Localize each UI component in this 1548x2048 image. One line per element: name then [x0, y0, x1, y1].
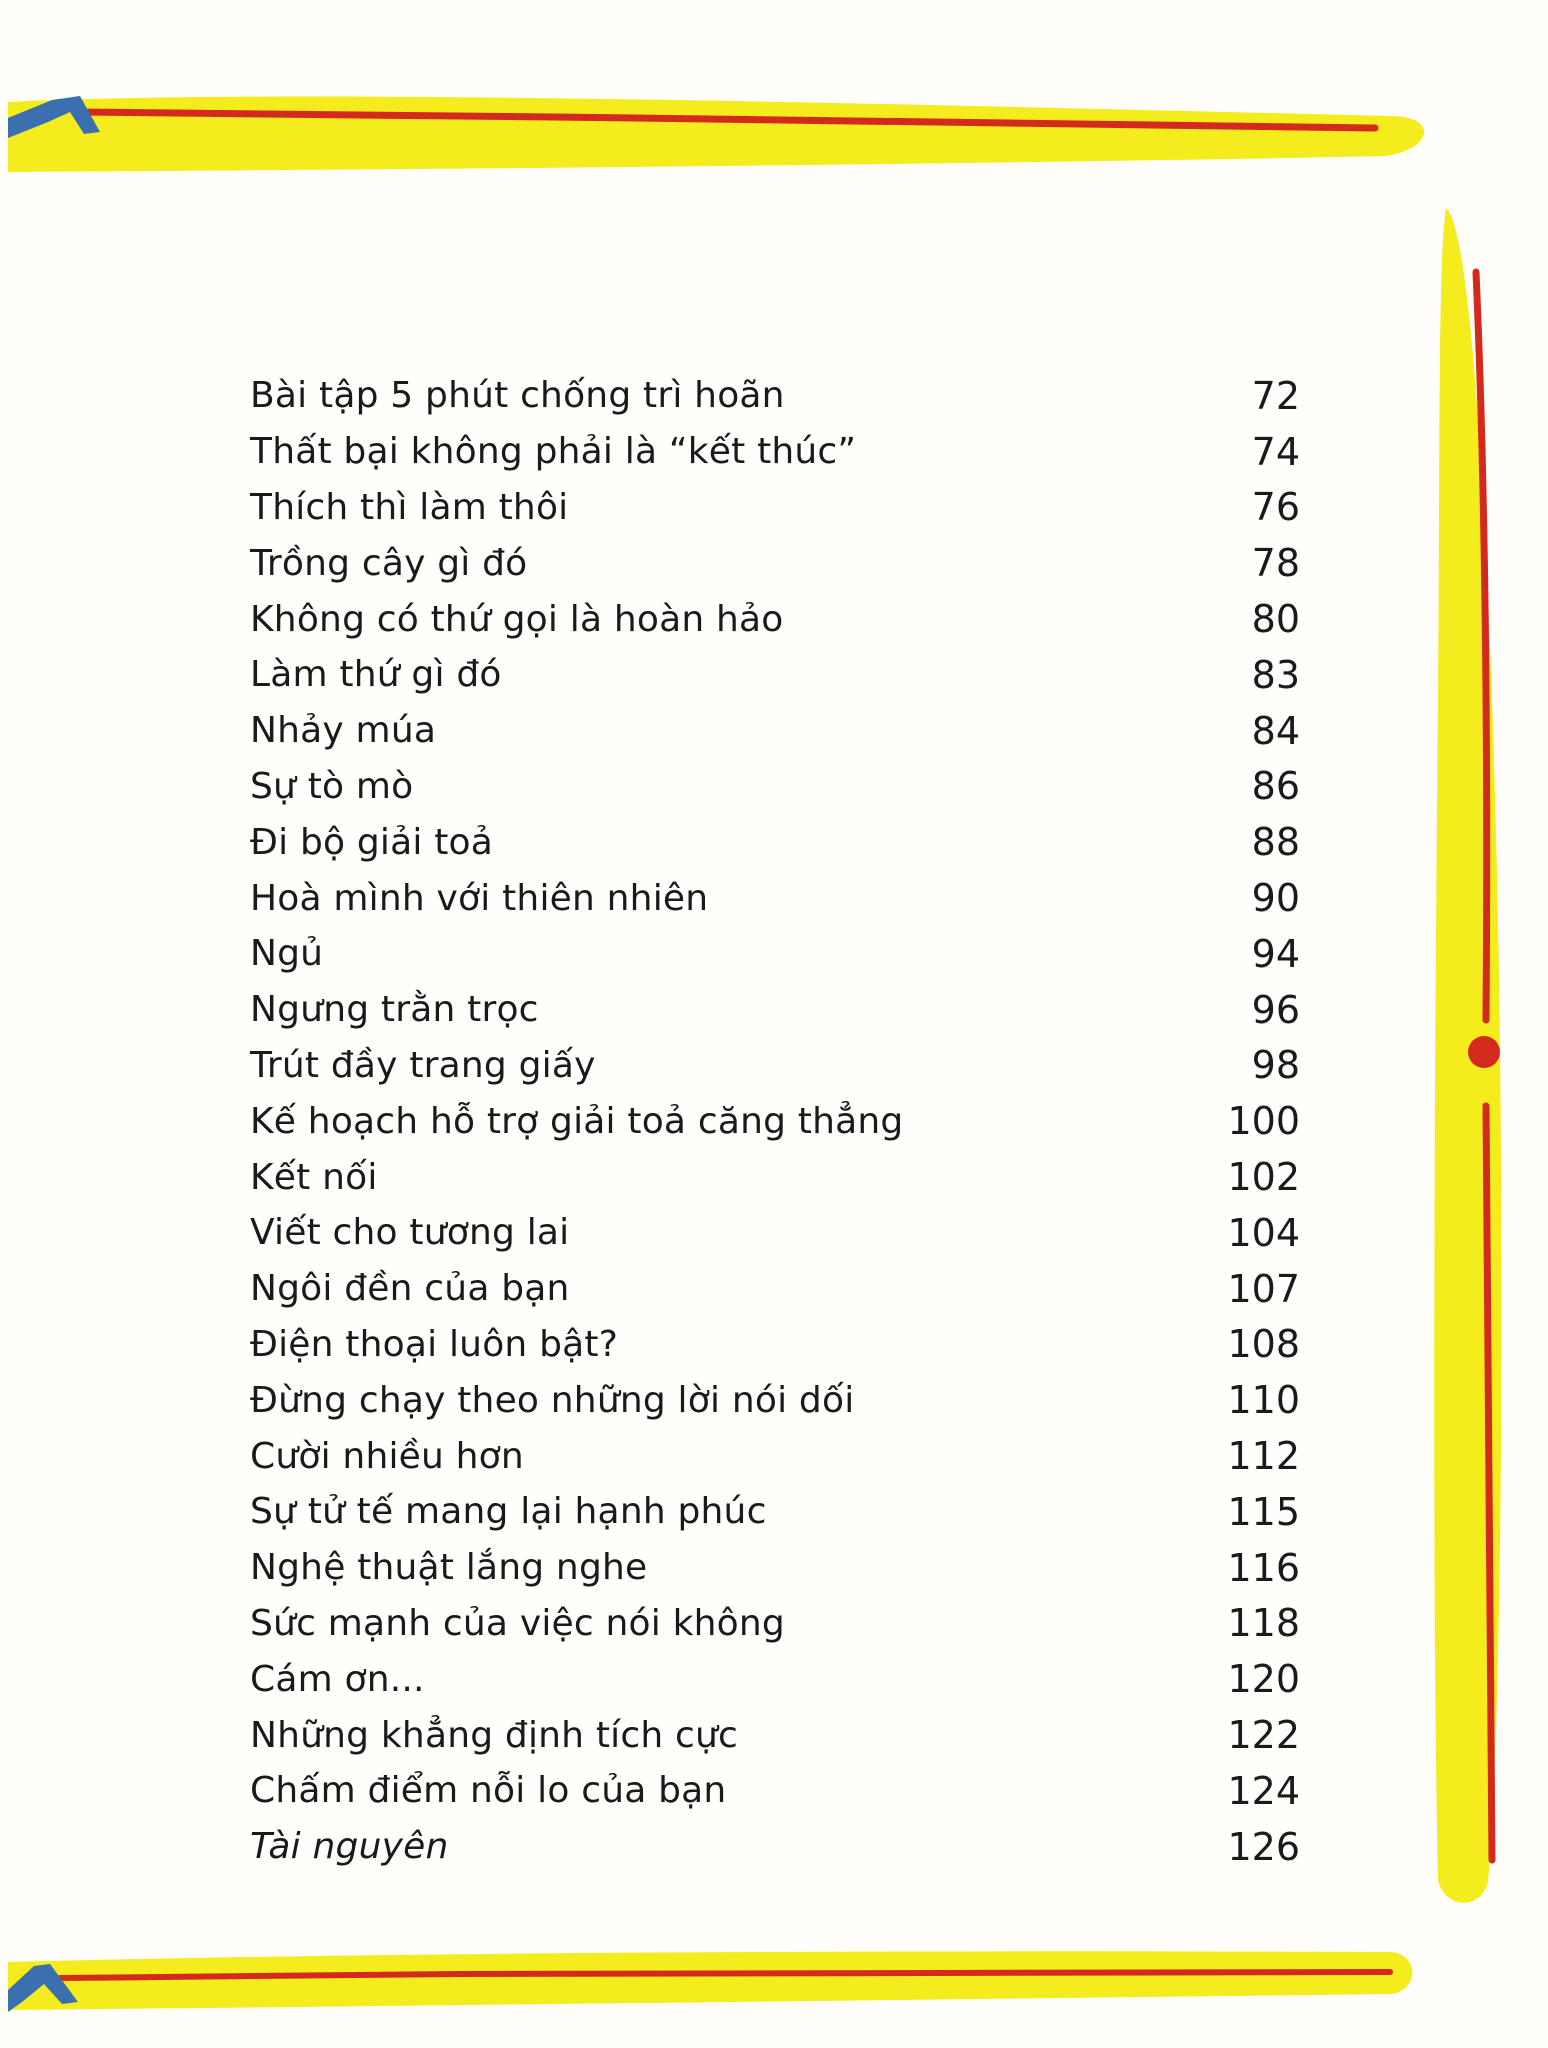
toc-entry [250, 1372, 1300, 1428]
toc-entry [250, 1651, 1300, 1707]
toc-entry-title: Cười nhiều hơn [250, 1435, 524, 1477]
toc-entry-page-number: 102 [1227, 1155, 1300, 1200]
toc-entry-title: Ngưng trằn trọc [250, 989, 539, 1031]
toc-entry-page-number: 116 [1227, 1545, 1300, 1590]
toc-entry-title: Trút đầy trang giấy [250, 1044, 596, 1086]
toc-entry-page-number: 96 [1251, 987, 1300, 1032]
toc-entry-title: Nhảy múa [250, 710, 437, 752]
toc-entry-title: Những khẳng định tích cực [250, 1714, 739, 1756]
toc-entry [250, 1317, 1300, 1373]
toc-entry-page-number: 115 [1227, 1489, 1300, 1534]
toc-entry-title: Điện thoại luôn bật? [250, 1323, 619, 1365]
toc-entry-title: Nghệ thuật lắng nghe [250, 1547, 648, 1589]
toc-entry [250, 870, 1300, 926]
toc-entry [250, 1428, 1300, 1484]
toc-entry-title: Không có thứ gọi là hoàn hảo [250, 598, 784, 640]
toc-entry [250, 1596, 1300, 1652]
toc-entry-title: Sự tử tế mang lại hạnh phúc [250, 1491, 767, 1533]
toc-entry [250, 1540, 1300, 1596]
toc-entry-title: Đi bộ giải toả [250, 821, 494, 863]
toc-entry [250, 1149, 1300, 1205]
toc-entry [250, 814, 1300, 870]
toc-entry [250, 1038, 1300, 1094]
toc-entry-page-number: 98 [1251, 1043, 1300, 1088]
toc-entry [250, 368, 1300, 424]
toc-entry-title: Sự tò mò [250, 765, 414, 807]
toc-entry [250, 424, 1300, 480]
toc-entry-page-number: 74 [1251, 429, 1300, 474]
toc-entry-page-number: 84 [1251, 708, 1300, 753]
toc-entry [250, 591, 1300, 647]
toc-entry-page-number: 108 [1227, 1322, 1300, 1367]
toc-entry-title: Viết cho tương lai [250, 1212, 570, 1254]
toc-entry-title: Ngủ [250, 933, 324, 975]
right-red-dot [1468, 1036, 1500, 1068]
toc-entry [250, 535, 1300, 591]
toc-entry [250, 647, 1300, 703]
toc-entry-page-number: 100 [1227, 1099, 1300, 1144]
toc-entry-page-number: 80 [1251, 597, 1300, 642]
table-of-contents [250, 368, 1300, 1875]
toc-entry-title: Trồng cây gì đó [250, 542, 528, 584]
toc-entry-page-number: 104 [1227, 1210, 1300, 1255]
toc-entry-title: Thích thì làm thôi [250, 486, 569, 528]
toc-entry-page-number: 72 [1251, 373, 1300, 418]
toc-entry [250, 926, 1300, 982]
toc-entry [250, 1093, 1300, 1149]
toc-entry-title: Đừng chạy theo những lời nói dối [250, 1379, 855, 1421]
toc-entry [250, 1707, 1300, 1763]
toc-entry-page-number: 78 [1251, 541, 1300, 586]
toc-entry-page-number: 83 [1251, 652, 1300, 697]
toc-entry [250, 1484, 1300, 1540]
toc-entry-page-number: 76 [1251, 485, 1300, 530]
toc-entry-page-number: 90 [1251, 876, 1300, 921]
toc-entry-title: Ngôi đền của bạn [250, 1268, 570, 1310]
toc-entry [250, 1819, 1300, 1875]
toc-entry [250, 703, 1300, 759]
toc-entry-page-number: 118 [1227, 1601, 1300, 1646]
toc-entry-page-number: 110 [1227, 1378, 1300, 1423]
toc-entry-title: Cám ơn... [250, 1658, 425, 1700]
toc-entry [250, 759, 1300, 815]
toc-entry-title: Làm thứ gì đó [250, 654, 502, 696]
toc-entry [250, 982, 1300, 1038]
top-yellow-brush [8, 97, 1424, 172]
bottom-yellow-brush [8, 1951, 1412, 2010]
toc-entry-page-number: 107 [1227, 1266, 1300, 1311]
toc-entry-page-number: 120 [1227, 1657, 1300, 1702]
toc-entry-title: Hoà mình với thiên nhiên [250, 877, 709, 919]
toc-entry-title: Bài tập 5 phút chống trì hoãn [250, 375, 785, 417]
toc-entry [250, 1205, 1300, 1261]
toc-entry-title: Sức mạnh của việc nói không [250, 1602, 785, 1644]
toc-entry-page-number: 126 [1227, 1824, 1300, 1869]
toc-entry-page-number: 88 [1251, 820, 1300, 865]
toc-entry [250, 1261, 1300, 1317]
toc-entry-title: Chấm điểm nỗi lo của bạn [250, 1770, 727, 1812]
toc-entry-page-number: 86 [1251, 764, 1300, 809]
toc-entry-page-number: 122 [1227, 1713, 1300, 1758]
toc-entry-page-number: 124 [1227, 1768, 1300, 1813]
toc-entry-title: Thất bại không phải là “kết thúc” [250, 431, 857, 473]
toc-entry-title: Kế hoạch hỗ trợ giải toả căng thẳng [250, 1100, 904, 1142]
toc-entry [250, 1763, 1300, 1819]
toc-entry-title: Tài nguyên [250, 1826, 449, 1868]
toc-entry-title: Kết nối [250, 1156, 378, 1198]
toc-entry-page-number: 112 [1227, 1434, 1300, 1479]
toc-entry-page-number: 94 [1251, 931, 1300, 976]
toc-entry [250, 480, 1300, 536]
